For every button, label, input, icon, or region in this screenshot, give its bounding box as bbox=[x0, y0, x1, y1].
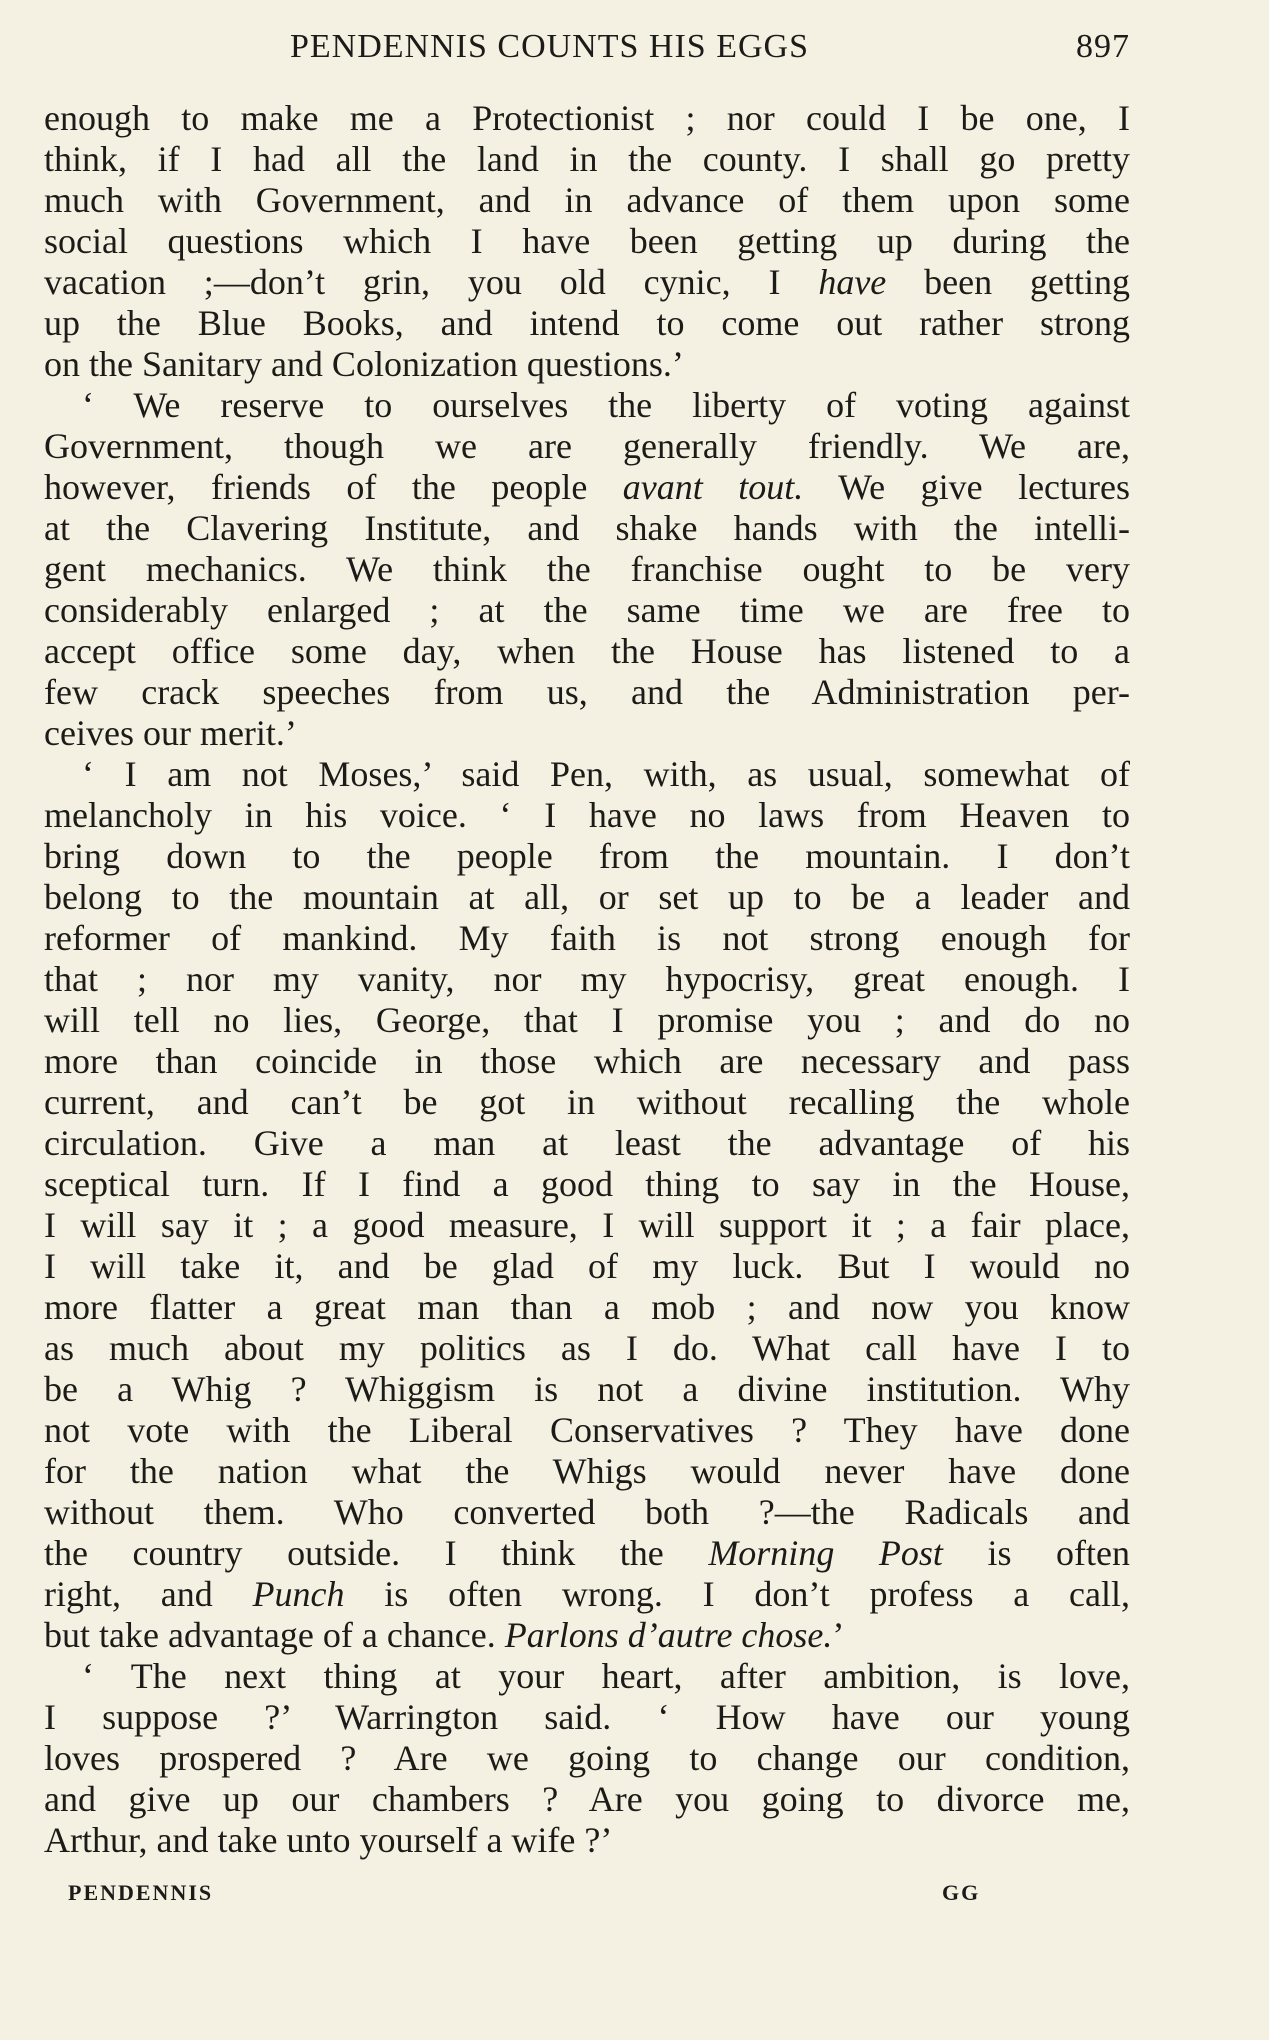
line-text: Arthur, and take unto yourself a wife ?’ bbox=[44, 1820, 613, 1860]
page-footer bbox=[68, 1880, 988, 1910]
line-text: and give up our chambers ? Are you going to divorce me, bbox=[44, 1779, 1130, 1819]
text-line bbox=[44, 1041, 1130, 1082]
text-line bbox=[44, 467, 1130, 508]
line-text: I suppose ?’ Warrington said. ‘ How have our young bbox=[44, 1697, 1130, 1737]
text-line bbox=[44, 221, 1130, 262]
line-text: loves prospered ? Are we going to change our condition, bbox=[44, 1738, 1130, 1778]
page-number: 897 bbox=[1076, 28, 1130, 65]
text-line bbox=[44, 1123, 1130, 1164]
line-text: melancholy in his voice. ‘ I have no laws from Heaven to bbox=[44, 795, 1130, 835]
line-text: ’ bbox=[832, 1615, 845, 1655]
line-text: few crack speeches from us, and the Administration per- bbox=[44, 672, 1130, 712]
text-line bbox=[44, 1287, 1130, 1328]
line-text: current, and can’t be got in without recalling the whole bbox=[44, 1082, 1130, 1122]
line-text: I will take it, and be glad of my luck. But I would no bbox=[44, 1246, 1130, 1286]
text-line bbox=[44, 918, 1130, 959]
text-line bbox=[44, 713, 1130, 754]
body-text bbox=[44, 98, 1130, 1861]
line-text: I will say it ; a good measure, I will support it ; a fair place, bbox=[44, 1205, 1130, 1245]
line-text: ‘ We reserve to ourselves the liberty of voting against bbox=[82, 385, 1130, 425]
line-text: be a Whig ? Whiggism is not a divine institution. Why bbox=[44, 1369, 1130, 1409]
line-text: ceives our merit.’ bbox=[44, 713, 297, 753]
italic-text: Parlons d’autre chose. bbox=[504, 1615, 833, 1655]
text-line bbox=[44, 549, 1130, 590]
text-line bbox=[44, 1410, 1130, 1451]
line-text: as much about my politics as I do. What call have I to bbox=[44, 1328, 1130, 1368]
italic-text: avant tout. bbox=[622, 467, 804, 507]
text-line bbox=[44, 754, 1130, 795]
text-line bbox=[44, 508, 1130, 549]
line-text: will tell no lies, George, that I promise you ; and do no bbox=[44, 1000, 1130, 1040]
text-line bbox=[44, 139, 1130, 180]
line-text: the country outside. I think the bbox=[44, 1533, 709, 1573]
text-line bbox=[44, 1615, 1130, 1656]
text-line bbox=[44, 1328, 1130, 1369]
text-line bbox=[44, 1082, 1130, 1123]
text-line bbox=[44, 1451, 1130, 1492]
line-text: much with Government, and in advance of them upon some bbox=[44, 180, 1130, 220]
text-line bbox=[44, 98, 1130, 139]
line-text: up the Blue Books, and intend to come out rather strong bbox=[44, 303, 1130, 343]
text-line bbox=[44, 1779, 1130, 1820]
text-line bbox=[44, 877, 1130, 918]
line-text: that ; nor my vanity, nor my hypocrisy, great enough. I bbox=[44, 959, 1130, 999]
text-line bbox=[44, 180, 1130, 221]
line-text: for the nation what the Whigs would never have done bbox=[44, 1451, 1130, 1491]
line-text: considerably enlarged ; at the same time we are free to bbox=[44, 590, 1130, 630]
line-text: not vote with the Liberal Conservatives ? They have done bbox=[44, 1410, 1130, 1450]
italic-text: have bbox=[818, 262, 887, 302]
text-line bbox=[44, 1492, 1130, 1533]
text-line bbox=[44, 1738, 1130, 1779]
text-line bbox=[44, 426, 1130, 467]
text-line bbox=[44, 672, 1130, 713]
italic-text: Morning Post bbox=[708, 1533, 943, 1573]
line-text: been getting bbox=[886, 262, 1130, 302]
line-text: more than coincide in those which are necessary and pass bbox=[44, 1041, 1130, 1081]
italic-text: Punch bbox=[252, 1574, 345, 1614]
line-text: sceptical turn. If I find a good thing to say in the House, bbox=[44, 1164, 1130, 1204]
running-head bbox=[290, 22, 1130, 72]
line-text: enough to make me a Protectionist ; nor could I be one, I bbox=[44, 98, 1130, 138]
text-line bbox=[44, 1164, 1130, 1205]
text-line bbox=[44, 1820, 1130, 1861]
line-text: gent mechanics. We think the franchise ought to be very bbox=[44, 549, 1130, 589]
line-text: think, if I had all the land in the county. I shall go pretty bbox=[44, 139, 1130, 179]
line-text: more flatter a great man than a mob ; and now you know bbox=[44, 1287, 1130, 1327]
running-head-title: PENDENNIS COUNTS HIS EGGS bbox=[290, 28, 809, 65]
text-line bbox=[44, 590, 1130, 631]
text-line bbox=[44, 1369, 1130, 1410]
line-text: but take advantage of a chance. bbox=[44, 1615, 505, 1655]
line-text: We give lectures bbox=[803, 467, 1130, 507]
line-text: belong to the mountain at all, or set up to be a leader and bbox=[44, 877, 1130, 917]
line-text: is often wrong. I don’t profess a call, bbox=[344, 1574, 1130, 1614]
text-line bbox=[44, 303, 1130, 344]
line-text: at the Clavering Institute, and shake hands with the intelli- bbox=[44, 508, 1130, 548]
text-line bbox=[44, 344, 1130, 385]
text-line bbox=[44, 1000, 1130, 1041]
line-text: without them. Who converted both ?—the Radicals and bbox=[44, 1492, 1130, 1532]
line-text: is often bbox=[942, 1533, 1130, 1573]
line-text: however, friends of the people bbox=[44, 467, 623, 507]
footer-signature: PENDENNIS bbox=[68, 1880, 214, 1905]
line-text: bring down to the people from the mountain. I don’t bbox=[44, 836, 1130, 876]
text-line bbox=[44, 1697, 1130, 1738]
text-line bbox=[44, 385, 1130, 426]
text-line bbox=[44, 1533, 1130, 1574]
text-line bbox=[44, 262, 1130, 303]
footer-signature-mark: GG bbox=[942, 1880, 981, 1905]
text-line bbox=[44, 836, 1130, 877]
line-text: circulation. Give a man at least the advantage of his bbox=[44, 1123, 1130, 1163]
line-text: social questions which I have been getting up during the bbox=[44, 221, 1130, 261]
line-text: ‘ I am not Moses,’ said Pen, with, as usual, somewhat of bbox=[82, 754, 1130, 794]
line-text: ‘ The next thing at your heart, after ambition, is love, bbox=[82, 1656, 1130, 1696]
text-line bbox=[44, 1205, 1130, 1246]
text-line bbox=[44, 1246, 1130, 1287]
line-text: on the Sanitary and Colonization questions.’ bbox=[44, 344, 684, 384]
text-line bbox=[44, 959, 1130, 1000]
line-text: reformer of mankind. My faith is not strong enough for bbox=[44, 918, 1130, 958]
text-line bbox=[44, 631, 1130, 672]
line-text: vacation ;—don’t grin, you old cynic, I bbox=[44, 262, 819, 302]
text-line bbox=[44, 1574, 1130, 1615]
text-line bbox=[44, 1656, 1130, 1697]
text-line bbox=[44, 795, 1130, 836]
line-text: right, and bbox=[44, 1574, 253, 1614]
line-text: accept office some day, when the House has listened to a bbox=[44, 631, 1130, 671]
line-text: Government, though we are generally friendly. We are, bbox=[44, 426, 1130, 466]
